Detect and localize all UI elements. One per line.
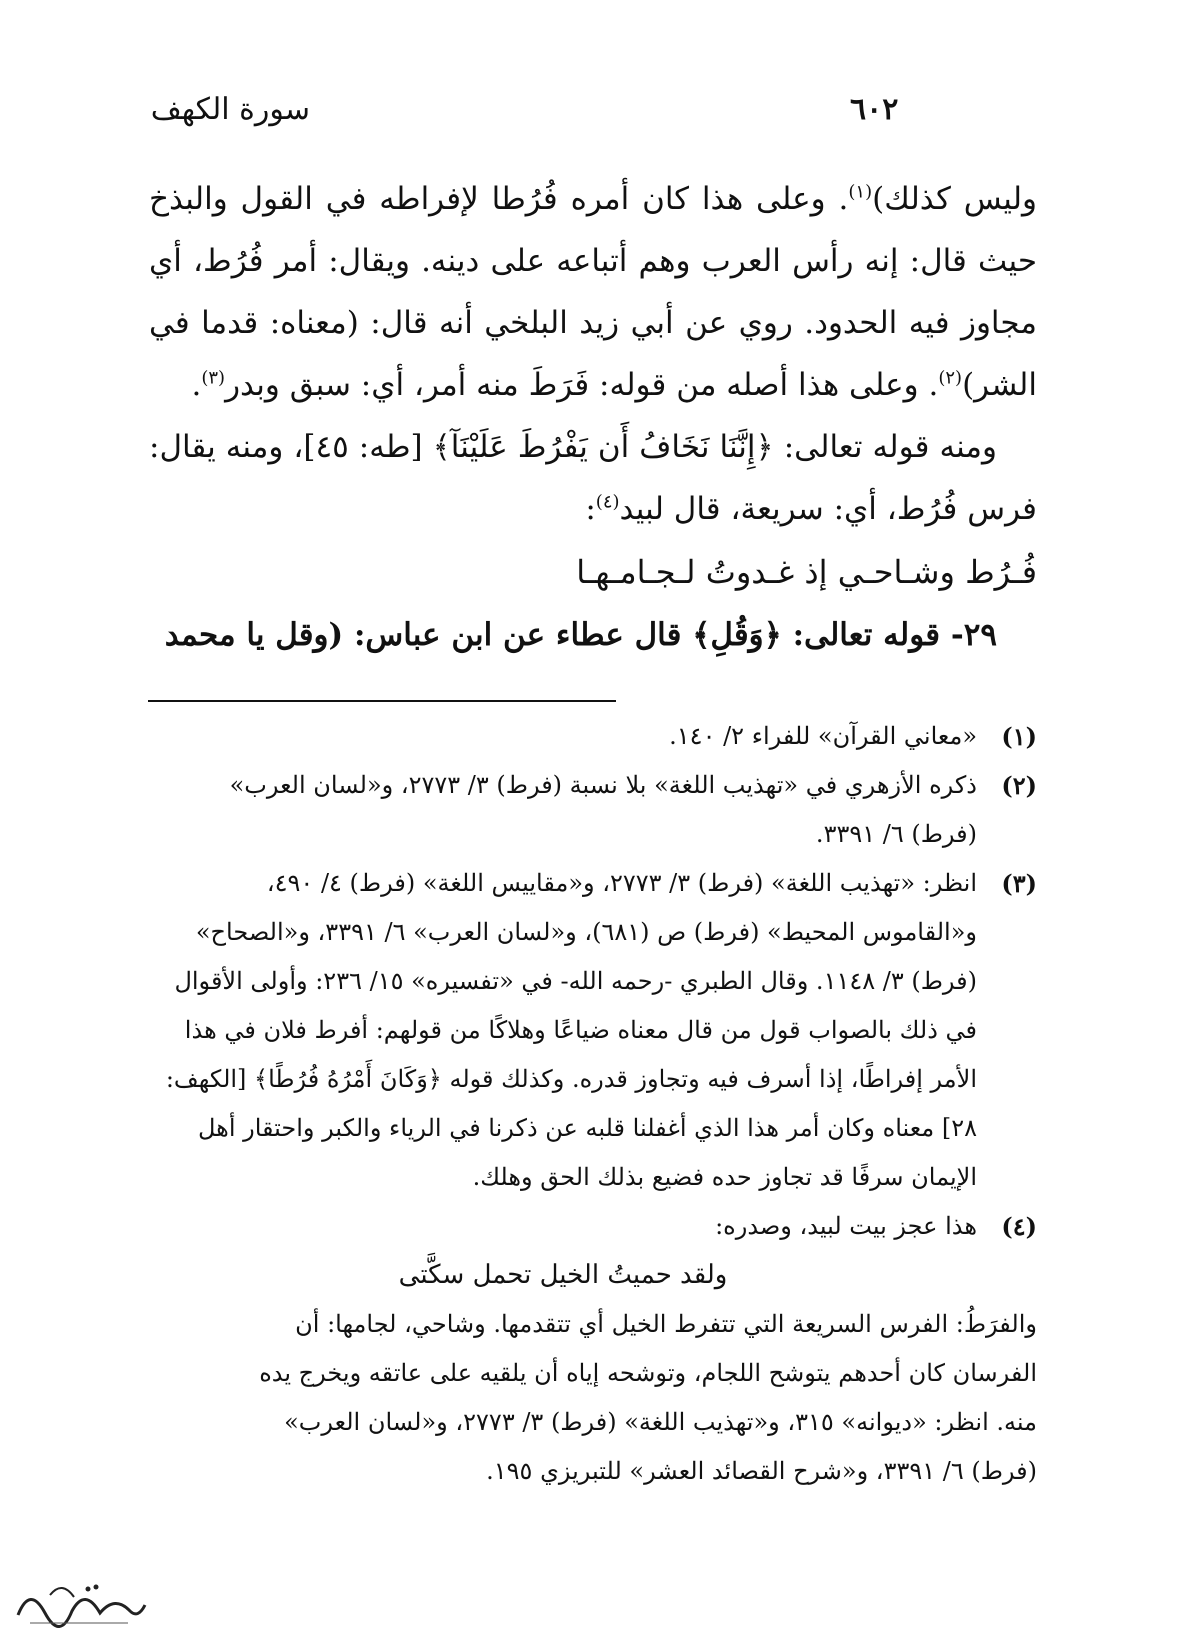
footnote-number: (٢) xyxy=(1001,771,1037,800)
footnote-ref-4[interactable]: (٤) xyxy=(595,491,620,513)
running-header-title: سورة الكهف xyxy=(150,92,310,127)
footnote-separator xyxy=(148,700,616,702)
footnote-ref-3[interactable]: (٣) xyxy=(201,367,226,389)
paragraph-1: وليس كذلك)$^{(١)}$. وعلى هذا كان أمره فُرُطا لإفراطه في القول والبذخ حيث قال: إنه رأس العرب وهم أتباعه على دينه. ويقال: أمر فُرُط، أي مجاوز فيه الحدود. روي عن أبي زيد البلخي أنه قال: (معناه: قدما في الشر)$^{(٢)}$. وعلى هذا أصله من قوله: فَرَطَ منه أمر، أي: سبق وبدر$^{(٣)}$. xyxy=(149,181,1038,403)
footnote-1: (١) «معاني القرآن» للفراء ٢/ ١٤٠. xyxy=(149,712,1037,761)
paragraph-2: ومنه قوله تعالى: ﴿إِنَّنَا نَخَافُ أَن يَفْرُطَ عَلَيْنَآ﴾ [طه: ٤٥]، ومنه يقال: فرس فُرُط، أي: سريعة، قال لبيد$^{(٤)}$: xyxy=(149,429,1037,527)
footnote-4-continuation: والفرَطُ: الفرس السريعة التي تتفرط الخيل أي تتقدمها. وشاحي، لجامها: أن الفرسان كان أحدهم يتوشح اللجام، وتوشحه إياه أن يلقيه على عاتقه ويخرج يده منه. انظر: «ديوانه» ٣١٥، و«تهذيب اللغة» (فرط) ٣/ ٢٧٧٣، و«لسان العرب» (فرط) ٦/ ٣٣٩١، و«شرح القصائد العشر» للتبريزي ١٩٥. xyxy=(259,1310,1037,1485)
footnote-ref-2[interactable]: (٢) xyxy=(938,367,963,389)
page-number: ٦٠٢ xyxy=(850,92,899,127)
footnotes xyxy=(149,712,1037,1496)
footnote-number: (١) xyxy=(1001,722,1037,751)
poetry-verse: فُـرُط وشـاحـي إذ غـدوتُ لـجـامـهـا xyxy=(576,553,1037,591)
paragraph-3: ٢٩- قوله تعالى: ﴿وَقُلِ﴾ قال عطاء عن ابن عباس: (وقل يا محمد xyxy=(164,617,997,653)
footnote-number: (٣) xyxy=(1001,869,1037,898)
footnote-number: (٤) xyxy=(1001,1212,1037,1241)
footnote-verse: ولقد حميتُ الخيل تحمل سكَّتى xyxy=(398,1260,728,1290)
footnote-4: (٤) هذا عجز بيت لبيد، وصدره: xyxy=(149,1202,1037,1251)
footnote-3: (٣) انظر: «تهذيب اللغة» (فرط) ٣/ ٢٧٧٣، و«مقاييس اللغة» (فرط) ٤/ ٤٩٠، و«القاموس المحيط» (فرط) ص (٦٨١)، و«لسان العرب» ٦/ ٣٣٩١، و«الصحاح» (فرط) ٣/ ١١٤٨. وقال الطبري -رحمه الله- في «تفسيره» ١٥/ ٢٣٦: وأولى الأقوال في ذلك بالصواب قول من قال معناه ضياعًا وهلاكًا من قولهم: أفرط فلان في هذا الأمر إفراطًا، إذا أسرف فيه وتجاوز قدره. وكذلك قوله ﴿وَكَانَ أَمْرُهُ فُرُطًا﴾ [الكهف: ٢٨] معناه وكان أمر هذا الذي أغفلنا قلبه عن ذكرنا في الرياء والكبر واحتقار أهل الإيمان سرفًا قد تجاوز حده فضيع بذلك الحق وهلك. xyxy=(149,859,1037,1202)
footnote-ref-1[interactable]: (١) xyxy=(848,181,873,203)
footnote-2: (٢) ذكره الأزهري في «تهذيب اللغة» بلا نسبة (فرط) ٣/ ٢٧٧٣، و«لسان العرب» (فرط) ٦/ ٣٣٩١. xyxy=(149,761,1037,859)
publisher-logo xyxy=(10,1575,150,1630)
main-text xyxy=(149,168,1037,666)
